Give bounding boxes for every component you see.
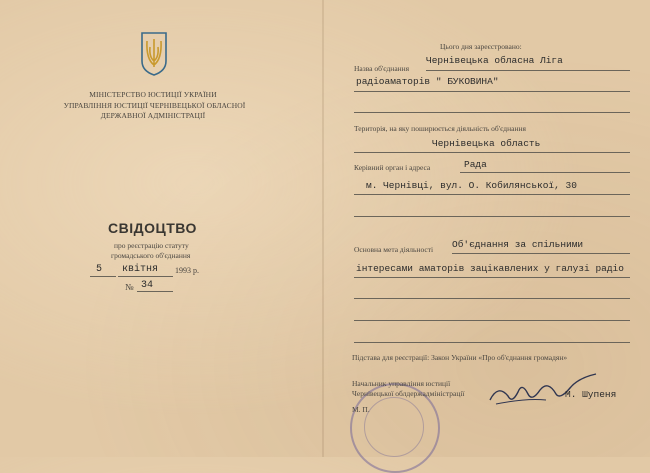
governing-label: Керівний орган і адреса — [354, 163, 431, 172]
goal-value-line2: інтересами аматорів зацікавлених у галузі радіо — [356, 263, 624, 274]
territory-value: Чернівецька область — [432, 138, 541, 149]
document-title: СВІДОЦТВО — [108, 220, 197, 236]
goal-line4 — [354, 320, 630, 321]
goal-label: Основна мета діяльності — [354, 245, 434, 254]
number-label: № — [125, 282, 134, 292]
stamp-label: М. П. — [352, 405, 370, 414]
address-line2 — [354, 216, 630, 217]
territory-label: Територія, на яку поширюється діяльність об'єднання — [354, 124, 526, 133]
governing-value: Рада — [464, 159, 487, 170]
paper-fold — [322, 0, 324, 457]
date-month: квітня — [122, 264, 159, 275]
registered-label: Цього дня зареєстровано: — [440, 42, 522, 51]
name-line1 — [426, 70, 630, 71]
name-label: Назва об'єднання — [354, 64, 410, 73]
goal-value-line1: Об'єднання за спільними — [452, 239, 584, 250]
name-line3 — [354, 112, 630, 113]
number-line — [137, 291, 173, 292]
name-line2 — [354, 91, 630, 92]
governing-line — [460, 172, 630, 173]
ministry-name: МІНІСТЕРСТВО ЮСТИЦІЇ УКРАЇНИ — [89, 90, 217, 99]
goal-line3 — [354, 298, 630, 299]
goal-line2 — [354, 277, 630, 278]
basis-text: Підстава для реєстрації: Закон України «Про об'єднання громадян» — [352, 353, 568, 362]
address-line — [354, 194, 630, 195]
number-value: 34 — [141, 280, 154, 291]
head-label-line1: Начальник управління юстиції — [352, 379, 451, 388]
name-value-line1: Чернівецька обласна Ліга — [426, 55, 563, 66]
head-label-line2: Чернівецької облдержадміністрації — [352, 389, 465, 398]
subtitle-line2: громадського об'єднання — [111, 251, 191, 260]
territory-line — [354, 152, 630, 153]
date-day: 5 — [96, 264, 103, 275]
date-month-line — [118, 276, 173, 277]
department-name-line2: ДЕРЖАВНОЇ АДМІНІСТРАЦІЇ — [100, 111, 206, 120]
goal-line5 — [354, 342, 630, 343]
goal-line1 — [452, 253, 630, 254]
name-value-line2: радіоаматорів " БУКОВИНА" — [356, 76, 499, 87]
department-name-line1: УПРАВЛІННЯ ЮСТИЦІЇ ЧЕРНІВЕЦЬКОЇ ОБЛАСНОЇ — [63, 101, 246, 110]
date-day-line — [90, 276, 116, 277]
date-year: 1993 р. — [175, 266, 199, 275]
subtitle-line1: про реєстрацію статуту — [114, 241, 189, 250]
trident-emblem-icon — [139, 31, 169, 77]
head-name: М. Шупеня — [565, 389, 617, 400]
address-value: м. Чернівці, вул. О. Кобилянської, 30 — [366, 180, 577, 191]
